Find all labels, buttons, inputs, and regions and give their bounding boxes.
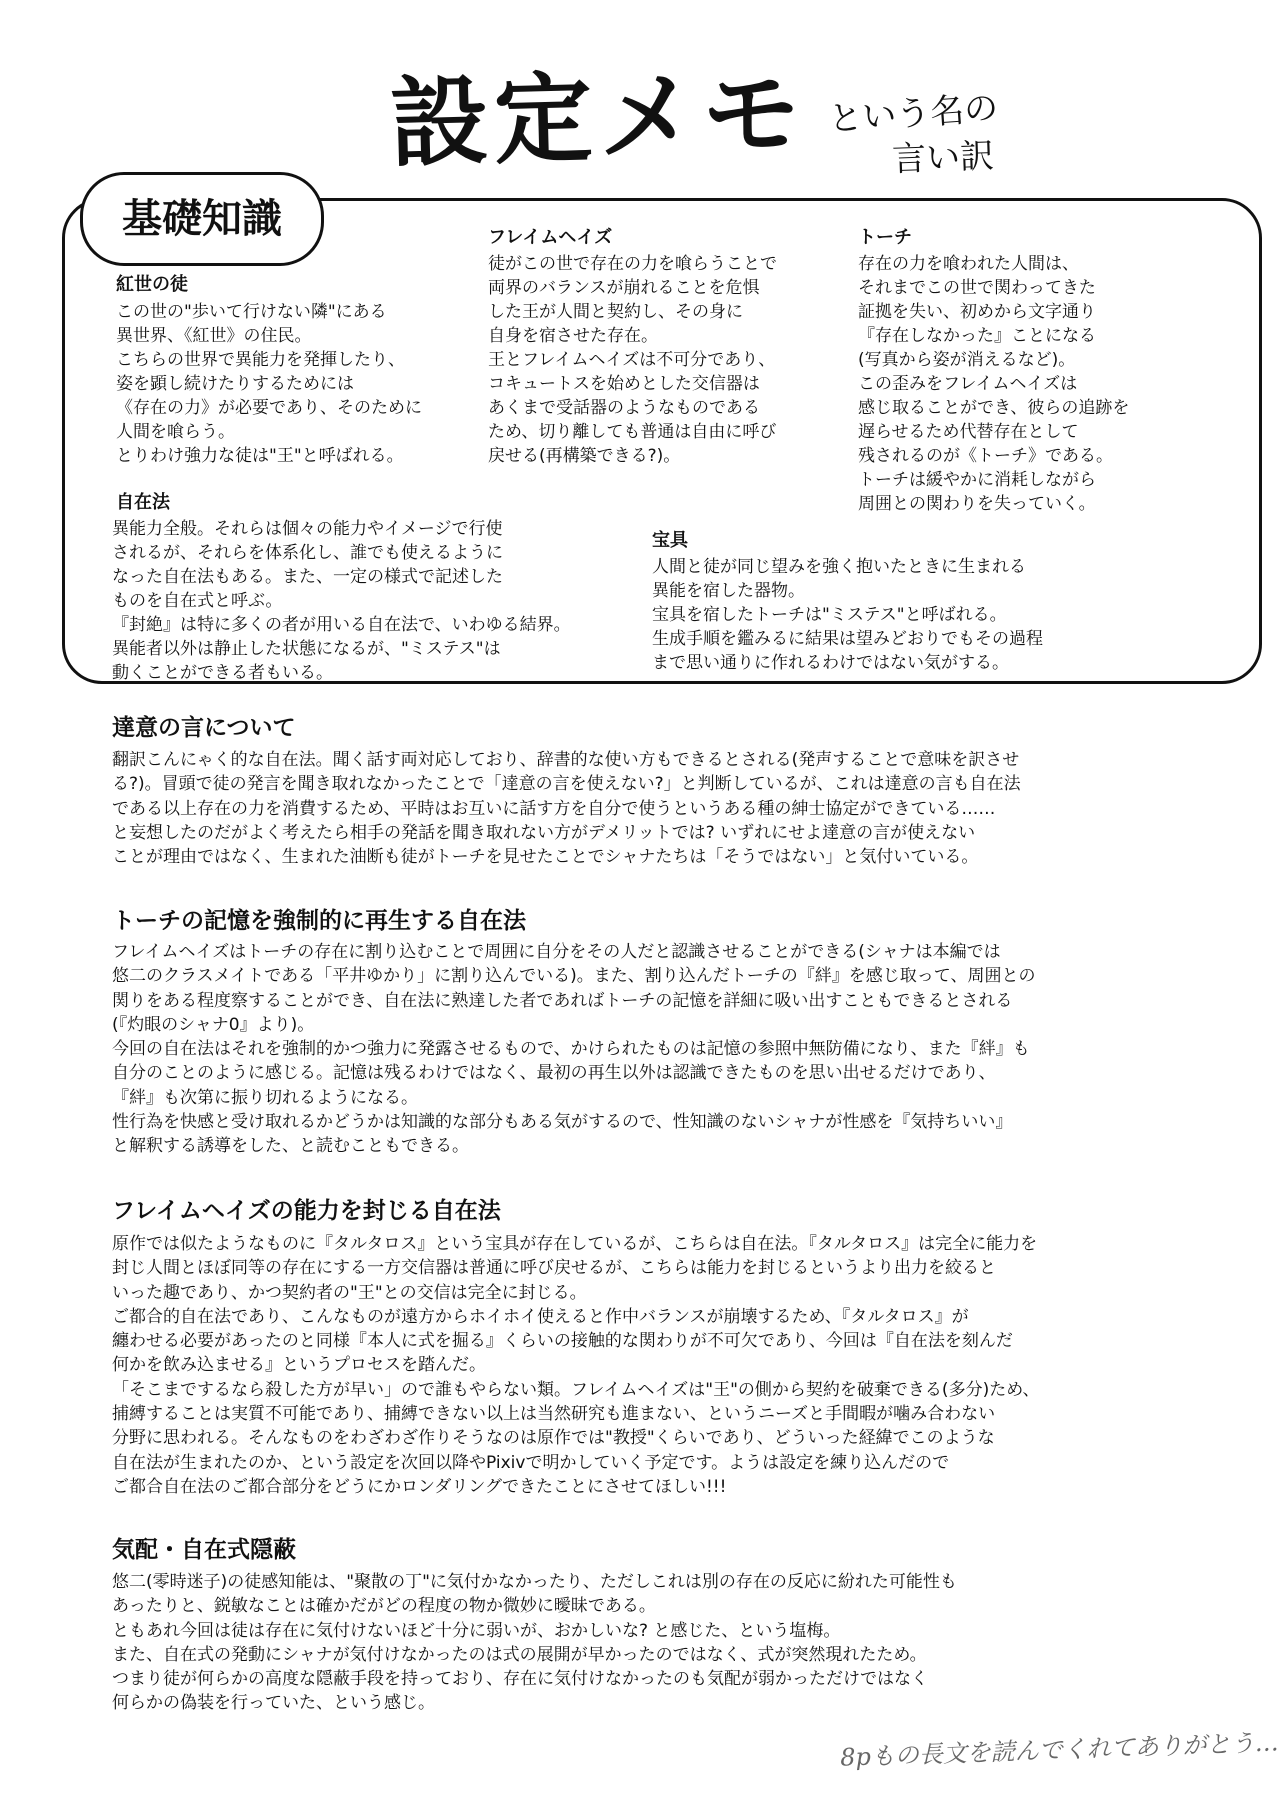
handwritten-thanks-note: 8pもの長文を読んでくれてありがとう…	[839, 1728, 1280, 1772]
torch-body: 存在の力を喰われた人間は、 それまでこの世で関わってきた 証拠を失い、初めから文字通り 『存在しなかった』ことになる (写真から姿が消えるなど)。 この歪みをフレイムヘイズは 感じ取ることができ、彼らの追跡を 遅らせるため代替存在として 残されるのが《トーチ》である。 トーチは緩やかに消耗しながら 周囲との関わりを失っていく。	[858, 254, 1130, 514]
section-body-tatsui: 翻訳こんにゃく的な自在法。聞く話す両対応しており、辞書的な使い方もできるとされる(発声することで意味を訳させ る?)。冒頭で徒の発言を聞き取れなかったことで「達意の言を使えない?」と判断しているが、これは達意の言も自在法 である以上存在の力を消費するため、平時はお互いに話す方を自分で使うというある種の紳士協定ができている…… と妄想したのだがよく考えたら相手の発話を聞き取れない方がデメリットでは? いずれにせよ達意の言が使えない ことが理由ではなく、生まれた油断も徒がトーチを見せたことでシャナたちは「そうではない」と気付いている。	[112, 750, 1021, 868]
section-heading-torch-memory: トーチの記憶を強制的に再生する自在法	[112, 908, 526, 934]
section-body-concealment: 悠二(零時迷子)の徒感知能は、"聚散の丁"に気付かなかったり、ただしこれは別の存在の反応に紛れた可能性も あったりと、鋭敏なことは確かだがどの程度の物か微妙に曖昧である。 ともあれ今回は徒は存在に気付けないほど十分に弱いが、おかしいな? と感じた、という塩梅。 また、自在式の発動にシャナが気付けなかったのは式の展開が早かったのではなく、式が突然現れたため。 つまり徒が何らかの高度な隠蔽手段を持っており、存在に気付けなかったのも気配が弱かっただけではなく 何らかの偽装を行っていた、という感じ。	[112, 1572, 957, 1714]
hougu-body: 人間と徒が同じ望みを強く抱いたときに生まれる 異能を宿した器物。 宝具を宿したトーチは"ミステス"と呼ばれる。 生成手順を鑑みるに結果は望みどおりでもその過程 まで思い通りに作れるわけではない気がする。	[652, 557, 1043, 673]
section-heading-concealment: 気配・自在式隠蔽	[112, 1537, 296, 1563]
crimson-heading: 紅世の徒	[116, 274, 188, 295]
page-subtitle-bottom: 言い訳	[891, 136, 995, 180]
jizai-heading: 自在法	[116, 492, 170, 513]
section-heading-tatsui: 達意の言について	[112, 715, 296, 741]
page-title: 設定メモ	[388, 55, 808, 182]
flame-heading: フレイムヘイズ	[488, 227, 613, 248]
page-subtitle-top: という名の	[827, 88, 1000, 140]
flame-body: 徒がこの世で存在の力を喰らうことで 両界のバランスが崩れることを危惧 した王が人間と契約し、その身に 自身を宿させた存在。 王とフレイムヘイズは不可分であり、 コキュートスを始めとした交信器は あくまで受話器のようなものである ため、切り離しても普通は自由に呼び 戻せる(再構築できる?)。	[488, 254, 777, 466]
section-body-seal: 原作では似たようなものに『タルタロス』という宝具が存在しているが、こちらは自在法。『タルタロス』は完全に能力を 封じ人間とほぼ同等の存在にする一方交信器は普通に呼び戻せるが、こちらは能力を封じるというより出力を絞ると いった趣であり、かつ契約者の"王"との交信は完全に封じる。 ご都合的自在法であり、こんなものが遠方からホイホイ使えると作中バランスが崩壊するため、『タルタロス』が 纏わせる必要があったのと同様『本人に式を掘る』くらいの接触的な関わりが不可欠であり、今回は『自在法を刻んだ 何かを飲み込ませる』というプロセスを踏んだ。 「そこまでするなら殺した方が早い」ので誰もやらない類。フレイムヘイズは"王"の側から契約を破棄できる(多分)ため、 捕縛することは実質不可能であり、捕縛できない以上は当然研究も進まない、というニーズと手間暇が噛み合わない 分野に思われる。そんなものをわざわざ作りそうなのは原作では"教授"くらいであり、どういった経緯でこのような 自在法が生まれたのか、という設定を次回以降やPixivで明かしていく予定です。ようは設定を練り込んだので ご都合自在法のご都合部分をどうにかロンダリングできたことにさせてほしい!!!	[112, 1234, 1040, 1497]
section-heading-seal: フレイムヘイズの能力を封じる自在法	[112, 1198, 501, 1224]
crimson-body: この世の"歩いて行けない隣"にある 異世界、《紅世》の住民。 こちらの世界で異能力を発揮したり、 姿を顕し続けたりするためには 《存在の力》が必要であり、そのために 人間を喰らう。 とりわけ強力な徒は"王"と呼ばれる。	[116, 302, 422, 466]
section-body-torch-memory: フレイムヘイズはトーチの存在に割り込むことで周囲に自分をその人だと認識させることができる(シャナは本編では 悠二のクラスメイトである「平井ゆかり」に割り込んでいる)。また、割り込んだトーチの『絆』を感じ取って、周囲との 関りをある程度察することができ、自在法に熟達した者であればトーチの記憶を詳細に吸い出すこともできるとされる (『灼眼のシャナ0』より)。 今回の自在法はそれを強制的かつ強力に発露させるもので、かけられたものは記憶の参照中無防備になり、また『絆』も 自分のことのように感じる。記憶は残るわけではなく、最初の再生以外は認識できたものを思い出せるだけであり、 『絆』も次第に振り切れるようになる。 性行為を快感と受け取れるかどうかは知識的な部分もある気がするので、性知識のないシャナが性感を『気持ちいい』 と解釈する誘導をした、と読むこともできる。	[112, 942, 1036, 1157]
torch-heading: トーチ	[858, 227, 912, 248]
basics-tab: 基礎知識	[80, 172, 324, 266]
hougu-heading: 宝具	[652, 530, 688, 551]
jizai-body: 異能力全般。それらは個々の能力やイメージで行使 されるが、それらを体系化し、誰でも使えるように なった自在法もある。また、一定の様式で記述した ものを自在式と呼ぶ。 『封絶』は特に多くの者が用いる自在法で、いわゆる結界。 異能者以外は静止した状態になるが、"ミステス"は 動くことができる者もいる。	[112, 519, 571, 683]
